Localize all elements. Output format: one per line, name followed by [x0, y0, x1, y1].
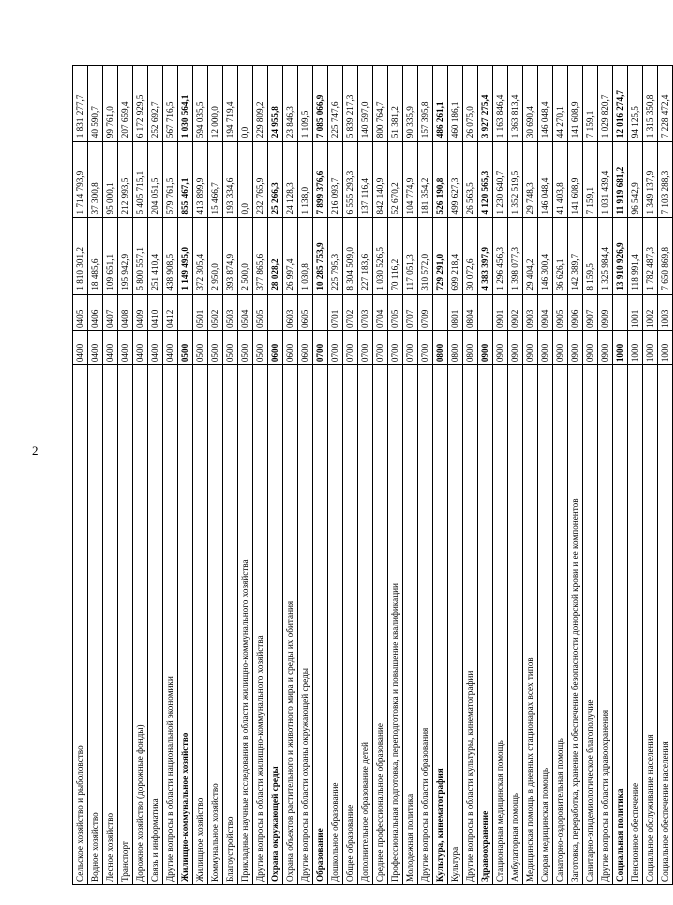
amount-2: 1 138,0	[298, 142, 313, 218]
section-code: 0700	[358, 331, 373, 365]
subsection-code: 0704	[373, 294, 388, 330]
row-name: Транспорт	[118, 365, 133, 885]
subsection-code: 0901	[493, 294, 508, 330]
section-code: 0400	[148, 331, 163, 365]
section-code: 0700	[403, 331, 418, 365]
amount-3: 7 228 472,4	[658, 66, 673, 142]
amount-2: 11 919 681,2	[613, 142, 628, 218]
row-name: Дошкольное образование	[328, 365, 343, 885]
subsection-code: 0703	[358, 294, 373, 330]
section-code: 0500	[208, 331, 223, 365]
subsection-code: 0906	[568, 294, 583, 330]
row-name: Лесное хозяйство	[103, 365, 118, 885]
amount-1: 109 651,1	[103, 218, 118, 294]
amount-3: 141 608,9	[568, 66, 583, 142]
row-name: Профессиональная подготовка, переподготовка и повышение квалификации	[388, 365, 403, 885]
table-row	[178, 66, 193, 885]
table-row	[133, 66, 148, 885]
row-name: Социальное обслуживание населения	[643, 365, 658, 885]
row-name: Благоустройство	[223, 365, 238, 885]
table-row	[88, 66, 103, 885]
amount-2: 212 993,5	[118, 142, 133, 218]
amount-1: 30 072,6	[463, 218, 478, 294]
section-code: 0400	[118, 331, 133, 365]
amount-2: 204 051,5	[148, 142, 163, 218]
table-row	[643, 66, 658, 885]
amount-3: 486 261,1	[433, 66, 448, 142]
section-code: 0900	[508, 331, 523, 365]
table-row	[163, 66, 178, 885]
amount-2: 15 466,7	[208, 142, 223, 218]
amount-1: 729 291,0	[433, 218, 448, 294]
section-code: 1000	[658, 331, 673, 365]
subsection-code	[178, 294, 193, 330]
table-row	[478, 66, 493, 885]
amount-1: 4 383 397,9	[478, 218, 493, 294]
section-code: 0600	[283, 331, 298, 365]
row-name: Молодежная политика	[403, 365, 418, 885]
amount-3: 30 690,4	[523, 66, 538, 142]
table-row	[508, 66, 523, 885]
subsection-code: 0709	[418, 294, 433, 330]
table-row	[373, 66, 388, 885]
section-code: 0700	[418, 331, 433, 365]
budget-table	[72, 65, 673, 885]
section-code: 0900	[523, 331, 538, 365]
amount-1: 29 404,2	[523, 218, 538, 294]
section-code: 0600	[268, 331, 283, 365]
amount-2: 1 352 519,5	[508, 142, 523, 218]
amount-3: 44 270,1	[553, 66, 568, 142]
amount-2: 193 334,6	[223, 142, 238, 218]
section-code: 0900	[538, 331, 553, 365]
section-code: 0800	[433, 331, 448, 365]
amount-2: 7 899 376,6	[313, 142, 328, 218]
amount-1: 1 030 526,5	[373, 218, 388, 294]
amount-3: 1 109,5	[298, 66, 313, 142]
table-row	[658, 66, 673, 885]
amount-2: 137 116,4	[358, 142, 373, 218]
row-name: Стационарная медицинская помощь	[493, 365, 508, 885]
subsection-code: 0902	[508, 294, 523, 330]
section-code: 0600	[298, 331, 313, 365]
amount-1: 438 908,5	[163, 218, 178, 294]
amount-1: 310 572,0	[418, 218, 433, 294]
table-row	[598, 66, 613, 885]
row-name: Жилищное хозяйство	[193, 365, 208, 885]
amount-2: 26 563,5	[463, 142, 478, 218]
table-row	[538, 66, 553, 885]
amount-1: 36 626,1	[553, 218, 568, 294]
table-row	[238, 66, 253, 885]
section-code: 0500	[223, 331, 238, 365]
amount-1: 195 942,9	[118, 218, 133, 294]
amount-2: 232 765,9	[253, 142, 268, 218]
table-row	[253, 66, 268, 885]
row-name: Связь и информатика	[148, 365, 163, 885]
row-name: Жилищно-коммунальное хозяйство	[178, 365, 193, 885]
section-code: 0900	[583, 331, 598, 365]
row-name: Амбулаторная помощь	[508, 365, 523, 885]
amount-3: 146 048,4	[538, 66, 553, 142]
table-row	[208, 66, 223, 885]
amount-1: 26 997,4	[283, 218, 298, 294]
amount-2: 526 190,8	[433, 142, 448, 218]
amount-1: 146 300,4	[538, 218, 553, 294]
section-code: 0400	[103, 331, 118, 365]
section-code: 0900	[553, 331, 568, 365]
subsection-code: 0504	[238, 294, 253, 330]
section-code: 0400	[163, 331, 178, 365]
amount-1: 7 650 869,8	[658, 218, 673, 294]
amount-3: 594 035,5	[193, 66, 208, 142]
row-name: Другие вопросы в области национальной экономики	[163, 365, 178, 885]
subsection-code: 0501	[193, 294, 208, 330]
row-name: Сельское хозяйство и рыболовство	[73, 365, 88, 885]
subsection-code: 1001	[628, 294, 643, 330]
subsection-code: 0603	[283, 294, 298, 330]
page-number: 2	[32, 443, 39, 458]
amount-3: 229 809,2	[253, 66, 268, 142]
subsection-code: 0707	[403, 294, 418, 330]
section-code: 0900	[568, 331, 583, 365]
amount-2: 7 159,1	[583, 142, 598, 218]
amount-3: 5 839 217,3	[343, 66, 358, 142]
amount-1: 227 183,6	[358, 218, 373, 294]
table-row	[103, 66, 118, 885]
amount-2: 499 627,3	[448, 142, 463, 218]
amount-3: 1 831 277,7	[73, 66, 88, 142]
amount-1: 118 991,4	[628, 218, 643, 294]
amount-1: 142 389,7	[568, 218, 583, 294]
amount-2: 1 714 793,9	[73, 142, 88, 218]
section-code: 0700	[373, 331, 388, 365]
amount-3: 12 016 274,7	[613, 66, 628, 142]
row-name: Социальная политика	[613, 365, 628, 885]
amount-1: 5 800 557,1	[133, 218, 148, 294]
amount-3: 1 363 813,4	[508, 66, 523, 142]
section-code: 0700	[313, 331, 328, 365]
subsection-code	[478, 294, 493, 330]
amount-3: 252 692,7	[148, 66, 163, 142]
table-row	[283, 66, 298, 885]
section-code: 0800	[448, 331, 463, 365]
row-name: Коммунальное хозяйство	[208, 365, 223, 885]
table-row	[193, 66, 208, 885]
amount-3: 3 927 275,4	[478, 66, 493, 142]
subsection-code	[313, 294, 328, 330]
table-row	[523, 66, 538, 885]
row-name: Охрана окружающей среды	[268, 365, 283, 885]
table-row	[403, 66, 418, 885]
amount-3: 800 764,7	[373, 66, 388, 142]
section-code: 0900	[493, 331, 508, 365]
amount-2: 579 761,5	[163, 142, 178, 218]
row-name: Здравоохранение	[478, 365, 493, 885]
amount-1: 1 782 487,3	[643, 218, 658, 294]
subsection-code: 0407	[103, 294, 118, 330]
amount-2: 141 608,9	[568, 142, 583, 218]
amount-2: 104 774,9	[403, 142, 418, 218]
table-row	[73, 66, 88, 885]
amount-2: 855 467,1	[178, 142, 193, 218]
section-code: 0500	[193, 331, 208, 365]
subsection-code	[268, 294, 283, 330]
table-row	[358, 66, 373, 885]
amount-2: 216 093,7	[328, 142, 343, 218]
amount-2: 6 555 293,3	[343, 142, 358, 218]
amount-2: 52 670,2	[388, 142, 403, 218]
row-name: Другие вопросы в области здравоохранения	[598, 365, 613, 885]
row-name: Другие вопросы в области жилищно-коммунального хозяйства	[253, 365, 268, 885]
row-name: Заготовка, переработка, хранение и обеспечение безопасности донорской крови и ее компонентов	[568, 365, 583, 885]
amount-3: 99 761,0	[103, 66, 118, 142]
amount-2: 413 899,9	[193, 142, 208, 218]
amount-1: 28 028,2	[268, 218, 283, 294]
table-row	[388, 66, 403, 885]
amount-3: 0,0	[238, 66, 253, 142]
amount-2: 7 103 288,3	[658, 142, 673, 218]
subsection-code: 0410	[148, 294, 163, 330]
amount-2: 24 128,3	[283, 142, 298, 218]
amount-3: 24 955,8	[268, 66, 283, 142]
amount-3: 207 659,4	[118, 66, 133, 142]
table-row	[313, 66, 328, 885]
subsection-code: 0605	[298, 294, 313, 330]
amount-2: 5 405 715,1	[133, 142, 148, 218]
section-code: 0500	[238, 331, 253, 365]
amount-2: 37 300,8	[88, 142, 103, 218]
amount-3: 1 030 564,1	[178, 66, 193, 142]
amount-2: 0,0	[238, 142, 253, 218]
amount-1: 18 485,6	[88, 218, 103, 294]
amount-3: 12 000,0	[208, 66, 223, 142]
row-name: Образование	[313, 365, 328, 885]
table-row	[328, 66, 343, 885]
amount-1: 117 051,3	[403, 218, 418, 294]
table-row	[448, 66, 463, 885]
amount-1: 1 810 301,2	[73, 218, 88, 294]
amount-3: 140 597,0	[358, 66, 373, 142]
table-row	[118, 66, 133, 885]
amount-1: 70 116,2	[388, 218, 403, 294]
table-row	[463, 66, 478, 885]
subsection-code: 0405	[73, 294, 88, 330]
subsection-code: 1003	[658, 294, 673, 330]
amount-3: 23 846,3	[283, 66, 298, 142]
section-code: 0400	[88, 331, 103, 365]
table-row	[628, 66, 643, 885]
subsection-code: 0702	[343, 294, 358, 330]
subsection-code: 0903	[523, 294, 538, 330]
row-name: Культура	[448, 365, 463, 885]
amount-1: 1 149 495,0	[178, 218, 193, 294]
section-code: 0500	[178, 331, 193, 365]
amount-1: 2 500,0	[238, 218, 253, 294]
table-row	[613, 66, 628, 885]
amount-2: 1 031 439,4	[598, 142, 613, 218]
section-code: 0900	[598, 331, 613, 365]
row-name: Другие вопросы в области охраны окружающей среды	[298, 365, 313, 885]
amount-3: 7 085 066,9	[313, 66, 328, 142]
row-name: Дорожное хозяйство (дорожные фонды)	[133, 365, 148, 885]
subsection-code: 0905	[553, 294, 568, 330]
amount-3: 40 590,7	[88, 66, 103, 142]
row-name: Санитарно-эпидемиологическое благополучие	[583, 365, 598, 885]
amount-1: 1 296 456,3	[493, 218, 508, 294]
table-row	[553, 66, 568, 885]
amount-1: 1 325 984,4	[598, 218, 613, 294]
section-code: 0700	[343, 331, 358, 365]
subsection-code: 0502	[208, 294, 223, 330]
row-name: Среднее профессиональное образование	[373, 365, 388, 885]
section-code: 0800	[463, 331, 478, 365]
amount-3: 1 029 820,7	[598, 66, 613, 142]
row-name: Пенсионное обеспечение	[628, 365, 643, 885]
subsection-code: 0505	[253, 294, 268, 330]
amount-2: 4 120 565,3	[478, 142, 493, 218]
section-code: 1000	[643, 331, 658, 365]
subsection-code: 0701	[328, 294, 343, 330]
row-name: Прикладные научные исследования в области жилищно-коммунального хозяйства	[238, 365, 253, 885]
subsection-code	[613, 294, 628, 330]
subsection-code: 0904	[538, 294, 553, 330]
section-code: 0700	[328, 331, 343, 365]
amount-1: 251 410,4	[148, 218, 163, 294]
amount-1: 393 874,9	[223, 218, 238, 294]
section-code: 0400	[73, 331, 88, 365]
amount-3: 6 172 929,5	[133, 66, 148, 142]
subsection-code: 0406	[88, 294, 103, 330]
subsection-code: 0909	[598, 294, 613, 330]
row-name: Общее образование	[343, 365, 358, 885]
table-row	[298, 66, 313, 885]
amount-1: 225 795,3	[328, 218, 343, 294]
amount-1: 8 304 509,0	[343, 218, 358, 294]
amount-1: 10 285 753,9	[313, 218, 328, 294]
budget-table-body	[73, 66, 673, 885]
amount-2: 146 048,4	[538, 142, 553, 218]
amount-1: 377 865,6	[253, 218, 268, 294]
table-row	[433, 66, 448, 885]
amount-3: 567 716,5	[163, 66, 178, 142]
amount-3: 157 395,8	[418, 66, 433, 142]
row-name: Культура, кинематография	[433, 365, 448, 885]
row-name: Дополнительное образование детей	[358, 365, 373, 885]
section-code: 0400	[133, 331, 148, 365]
row-name: Санаторно-оздоровительная помощь	[553, 365, 568, 885]
amount-2: 95 000,1	[103, 142, 118, 218]
section-code: 0500	[253, 331, 268, 365]
amount-3: 1 163 846,4	[493, 66, 508, 142]
rotated-table-wrapper	[72, 65, 670, 885]
table-row	[568, 66, 583, 885]
subsection-code: 0408	[118, 294, 133, 330]
section-code: 1000	[613, 331, 628, 365]
amount-3: 26 075,0	[463, 66, 478, 142]
subsection-code: 0907	[583, 294, 598, 330]
amount-3: 94 125,5	[628, 66, 643, 142]
row-name: Медицинская помощь в дневных стационарах всех типов	[523, 365, 538, 885]
amount-2: 29 748,3	[523, 142, 538, 218]
subsection-code: 0503	[223, 294, 238, 330]
amount-2: 842 140,9	[373, 142, 388, 218]
amount-2: 1 349 137,9	[643, 142, 658, 218]
amount-1: 2 950,0	[208, 218, 223, 294]
amount-2: 25 266,3	[268, 142, 283, 218]
table-row	[268, 66, 283, 885]
table-row	[148, 66, 163, 885]
row-name: Скорая медицинская помощь	[538, 365, 553, 885]
amount-1: 699 218,4	[448, 218, 463, 294]
amount-2: 41 403,8	[553, 142, 568, 218]
amount-3: 90 335,9	[403, 66, 418, 142]
amount-3: 225 747,6	[328, 66, 343, 142]
amount-3: 460 186,1	[448, 66, 463, 142]
amount-3: 1 315 350,8	[643, 66, 658, 142]
amount-3: 194 719,4	[223, 66, 238, 142]
row-name: Охрана объектов растительного и животного мира и среды их обитания	[283, 365, 298, 885]
amount-1: 8 159,5	[583, 218, 598, 294]
amount-3: 7 159,1	[583, 66, 598, 142]
amount-2: 96 542,9	[628, 142, 643, 218]
subsection-code: 0804	[463, 294, 478, 330]
section-code: 0700	[388, 331, 403, 365]
amount-2: 1 230 640,7	[493, 142, 508, 218]
row-name: Водное хозяйство	[88, 365, 103, 885]
subsection-code: 0705	[388, 294, 403, 330]
table-row	[343, 66, 358, 885]
row-name: Социальное обеспечение населения	[658, 365, 673, 885]
subsection-code: 1002	[643, 294, 658, 330]
section-code: 1000	[628, 331, 643, 365]
row-name: Другие вопросы в области образования	[418, 365, 433, 885]
amount-1: 1 030,8	[298, 218, 313, 294]
section-code: 0900	[478, 331, 493, 365]
subsection-code: 0801	[448, 294, 463, 330]
subsection-code	[433, 294, 448, 330]
amount-3: 51 381,2	[388, 66, 403, 142]
amount-2: 181 354,2	[418, 142, 433, 218]
table-row	[583, 66, 598, 885]
subsection-code: 0409	[133, 294, 148, 330]
row-name: Другие вопросы в области культуры, кинематографии	[463, 365, 478, 885]
table-row	[223, 66, 238, 885]
table-row	[493, 66, 508, 885]
table-row	[418, 66, 433, 885]
subsection-code: 0412	[163, 294, 178, 330]
amount-1: 13 910 926,9	[613, 218, 628, 294]
amount-1: 372 305,4	[193, 218, 208, 294]
amount-1: 1 398 077,3	[508, 218, 523, 294]
